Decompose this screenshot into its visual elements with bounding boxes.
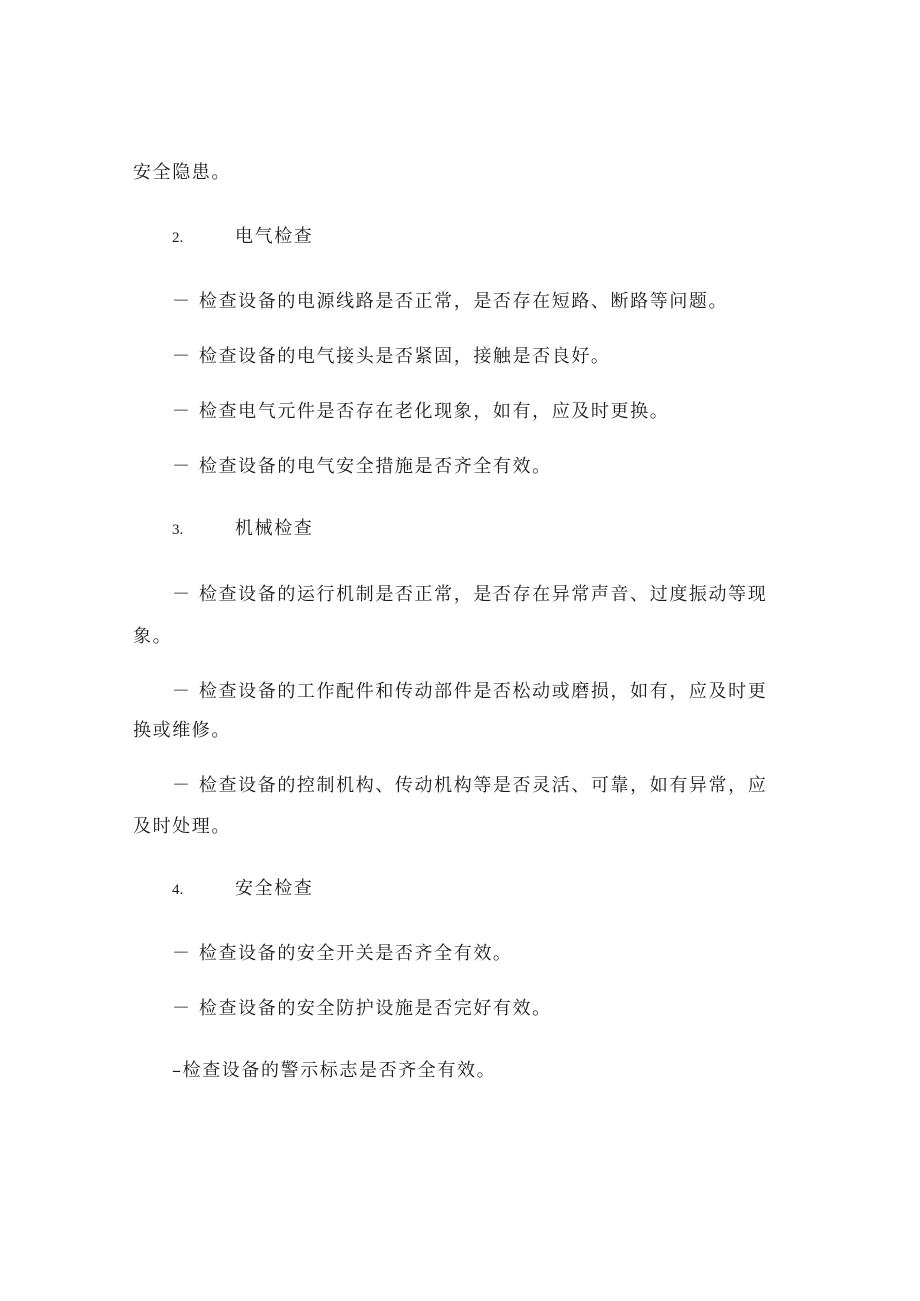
- section-2-item-3: － 检查电气元件是否存在老化现象，如有，应及时更换。: [172, 401, 670, 422]
- section-2-item-1: － 检查设备的电源线路是否正常，是否存在短路、断路等问题。: [172, 291, 729, 312]
- section-3-item-1-line-2: 象。: [133, 626, 173, 647]
- section-4-item-2: － 检查设备的安全防护设施是否完好有效。: [172, 998, 552, 1019]
- section-3-number: 3.: [172, 522, 184, 538]
- section-3-item-2-line-2: 换或维修。: [133, 720, 231, 741]
- section-2-title: 电气检查: [235, 226, 314, 247]
- section-2-number: 2.: [172, 230, 184, 246]
- intro-tail-text: 安全隐患。: [133, 162, 231, 183]
- section-3-title: 机械检查: [235, 518, 314, 539]
- section-3-item-2-line-1: － 检查设备的工作配件和传动部件是否松动或磨损，如有，应及时更: [172, 681, 768, 702]
- section-4-item-3: –检查设备的警示标志是否齐全有效。: [172, 1060, 497, 1081]
- section-2-item-2: － 检查设备的电气接头是否紧固，接触是否良好。: [172, 346, 611, 367]
- section-2-item-4: － 检查设备的电气安全措施是否齐全有效。: [172, 456, 552, 477]
- section-3-item-3-line-2: 及时处理。: [133, 816, 231, 837]
- section-4-item-1: － 检查设备的安全开关是否齐全有效。: [172, 943, 513, 964]
- section-4-number: 4.: [172, 882, 184, 898]
- section-3-item-3-line-1: － 检查设备的控制机构、传动机构等是否灵活、可靠，如有异常，应: [172, 775, 768, 796]
- section-3-item-1-line-1: － 检查设备的运行机制是否正常，是否存在异常声音、过度振动等现: [172, 584, 768, 605]
- section-4-title: 安全检查: [235, 878, 314, 899]
